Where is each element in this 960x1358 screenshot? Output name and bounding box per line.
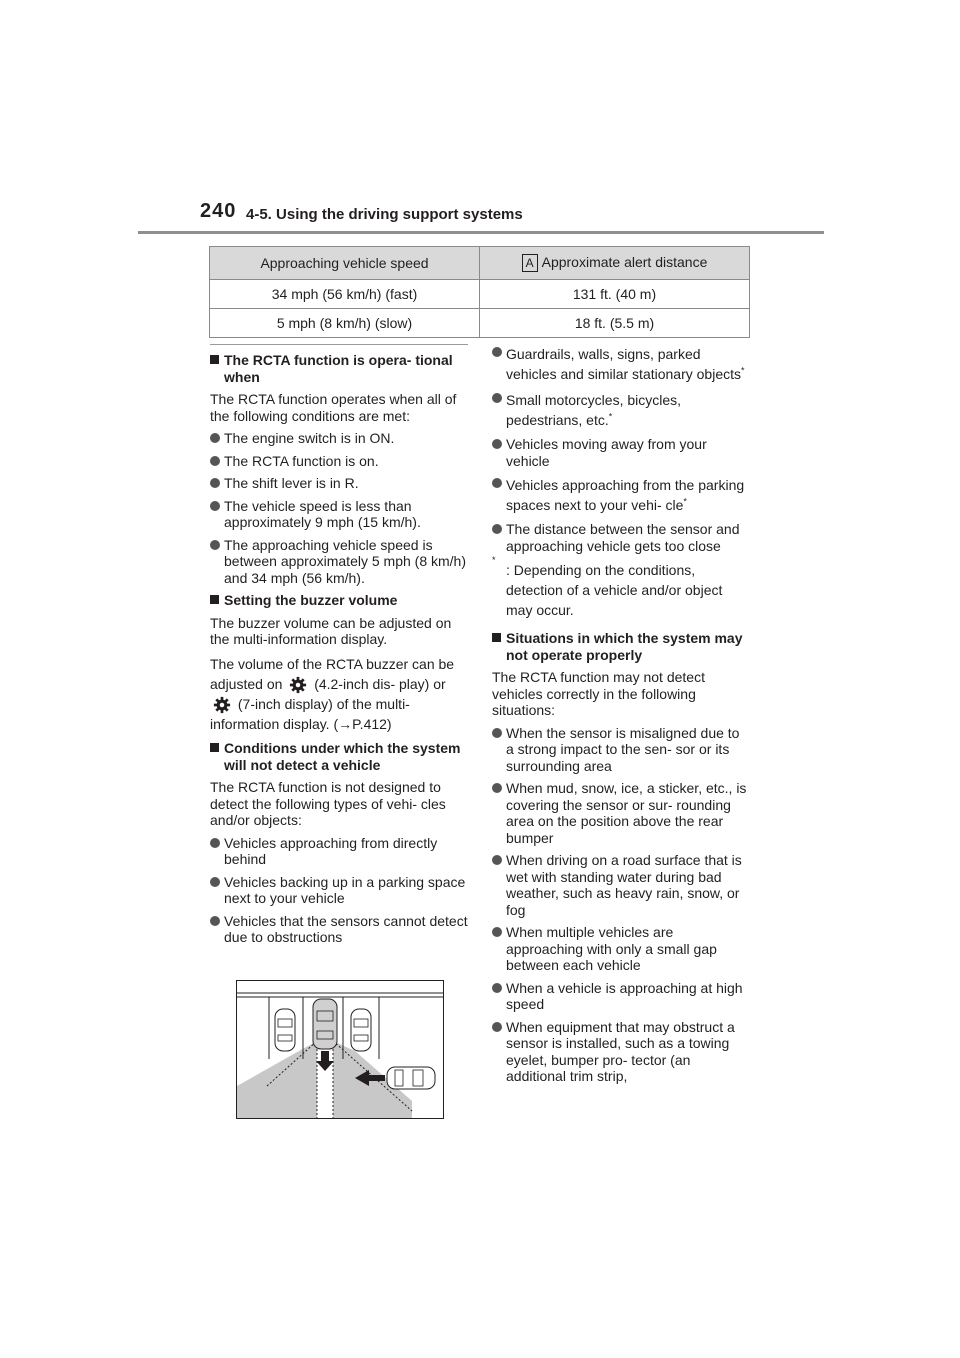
gear-icon (213, 696, 231, 714)
list-item: Vehicles moving away from your vehicle (492, 436, 750, 469)
list-item: The engine switch is in ON. (210, 430, 468, 447)
bullet-icon (492, 927, 502, 937)
parking-illustration (236, 980, 444, 1119)
bullet-icon (210, 501, 220, 511)
bullet-icon (492, 478, 502, 488)
list-item: The distance between the sensor and approaching vehicle gets too close (492, 521, 750, 554)
alert-distance-table (209, 246, 750, 338)
bullet-icon (210, 877, 220, 887)
list-item: Vehicles approaching from the parking spaces next to your vehi- cle* (492, 475, 750, 515)
bullet-icon (210, 838, 220, 848)
footnote: * : Depending on the conditions, detection of a vehicle and/or object may occur. (492, 555, 723, 618)
table-cell-distance: 131 ft. (40 m) (480, 280, 750, 309)
approaching-car-icon (387, 1067, 435, 1089)
list-item: Small motorcycles, bicycles, pedestrians, etc.* (492, 390, 750, 430)
list-item: When equipment that may obstruct a sensor is installed, such as a towing eyelet, bumper pro- tector (an additional trim strip, (492, 1019, 750, 1085)
table-header-distance (480, 247, 750, 280)
detection-zone-left (237, 1041, 317, 1118)
bullet-icon (492, 783, 502, 793)
bullet-icon (210, 916, 220, 926)
list-item: When the sensor is misaligned due to a strong impact to the sen- sor or its surrounding area (492, 725, 750, 775)
square-bullet-icon (210, 355, 219, 364)
list-item: The approaching vehicle speed is between approximately 5 mph (8 km/h) and 34 mph (56 km/h). (210, 537, 468, 587)
paragraph: The RCTA function may not detect vehicles correctly in the following situations: (492, 669, 705, 718)
list-item: The vehicle speed is less than approximately 9 mph (15 km/h). (210, 498, 468, 531)
square-bullet-icon (492, 633, 501, 642)
page-number: 240 (200, 200, 237, 222)
page-reference-link[interactable]: P.412) (352, 716, 392, 733)
list-item: Vehicles backing up in a parking space next to your vehicle (210, 874, 468, 907)
section-heading: Conditions under which the system will not detect a vehicle (210, 740, 468, 773)
section-heading: Situations in which the system may not operate properly (492, 630, 750, 663)
reference-arrow: → (338, 716, 353, 733)
right-column (492, 344, 750, 1091)
parked-car-icon (351, 1009, 371, 1051)
list-item: The shift lever is in R. (210, 475, 468, 492)
bullet-icon (492, 347, 502, 357)
header-divider (138, 231, 824, 234)
list-item: When a vehicle is approaching at high speed (492, 980, 750, 1013)
parked-car-icon (275, 1009, 295, 1051)
paragraph: The volume of the RCTA buzzer can be adjusted on (4.2-inch dis- play) or (7-inch display) of the multi-information display. (→P.412) (210, 655, 455, 733)
section-heading: Setting the buzzer volume (210, 592, 468, 609)
callout-a-marker: A (522, 254, 538, 272)
bullet-icon (492, 1022, 502, 1032)
bullet-icon (492, 855, 502, 865)
bullet-icon (492, 393, 502, 403)
table-row (210, 280, 750, 309)
list-item: The RCTA function is on. (210, 453, 468, 470)
table-header-distance-label: Approximate alert distance (541, 253, 708, 270)
table-row (210, 309, 750, 338)
rcta-diagram (237, 981, 443, 1118)
paragraph: The RCTA function operates when all of the following conditions are met: (210, 391, 457, 424)
bullet-icon (492, 983, 502, 993)
section-title: 4-5. Using the driving support systems (246, 206, 523, 223)
table-cell-speed: 34 mph (56 km/h) (fast) (210, 280, 480, 309)
paragraph: The buzzer volume can be adjusted on the multi-information display. (210, 614, 452, 647)
table-cell-distance: 18 ft. (5.5 m) (480, 309, 750, 338)
list-item: Guardrails, walls, signs, parked vehicles and similar stationary objects* (492, 344, 750, 384)
square-bullet-icon (210, 595, 219, 604)
list-item: When mud, snow, ice, a sticker, etc., is covering the sensor or sur- rounding area on the position above the rear bumper (492, 780, 750, 846)
bullet-icon (210, 433, 220, 443)
bullet-icon (210, 456, 220, 466)
list-item: Vehicles that the sensors cannot detect due to obstructions (210, 913, 468, 946)
reverse-direction-arrow-icon (316, 1051, 334, 1071)
bullet-icon (492, 728, 502, 738)
bullet-icon (210, 478, 220, 488)
gear-icon (289, 676, 307, 694)
bullet-icon (492, 439, 502, 449)
bullet-icon (210, 540, 220, 550)
table-cell-speed: 5 mph (8 km/h) (slow) (210, 309, 480, 338)
left-column (210, 352, 468, 952)
square-bullet-icon (210, 743, 219, 752)
list-item: Vehicles approaching from directly behind (210, 835, 468, 868)
list-item: When multiple vehicles are approaching with only a small gap between each vehicle (492, 924, 750, 974)
table-header-speed: Approaching vehicle speed (210, 247, 480, 280)
bullet-icon (492, 524, 502, 534)
page-header (200, 200, 820, 234)
own-vehicle-icon (313, 999, 337, 1049)
table-header-row (210, 247, 750, 280)
list-item: When driving on a road surface that is wet with standing water during bad weather, such as heavy rain, snow, or fog (492, 852, 750, 918)
paragraph: The RCTA function is not designed to detect the following types of vehi- cles and/or objects: (210, 779, 446, 829)
section-heading: The RCTA function is opera- tional when (210, 352, 468, 385)
